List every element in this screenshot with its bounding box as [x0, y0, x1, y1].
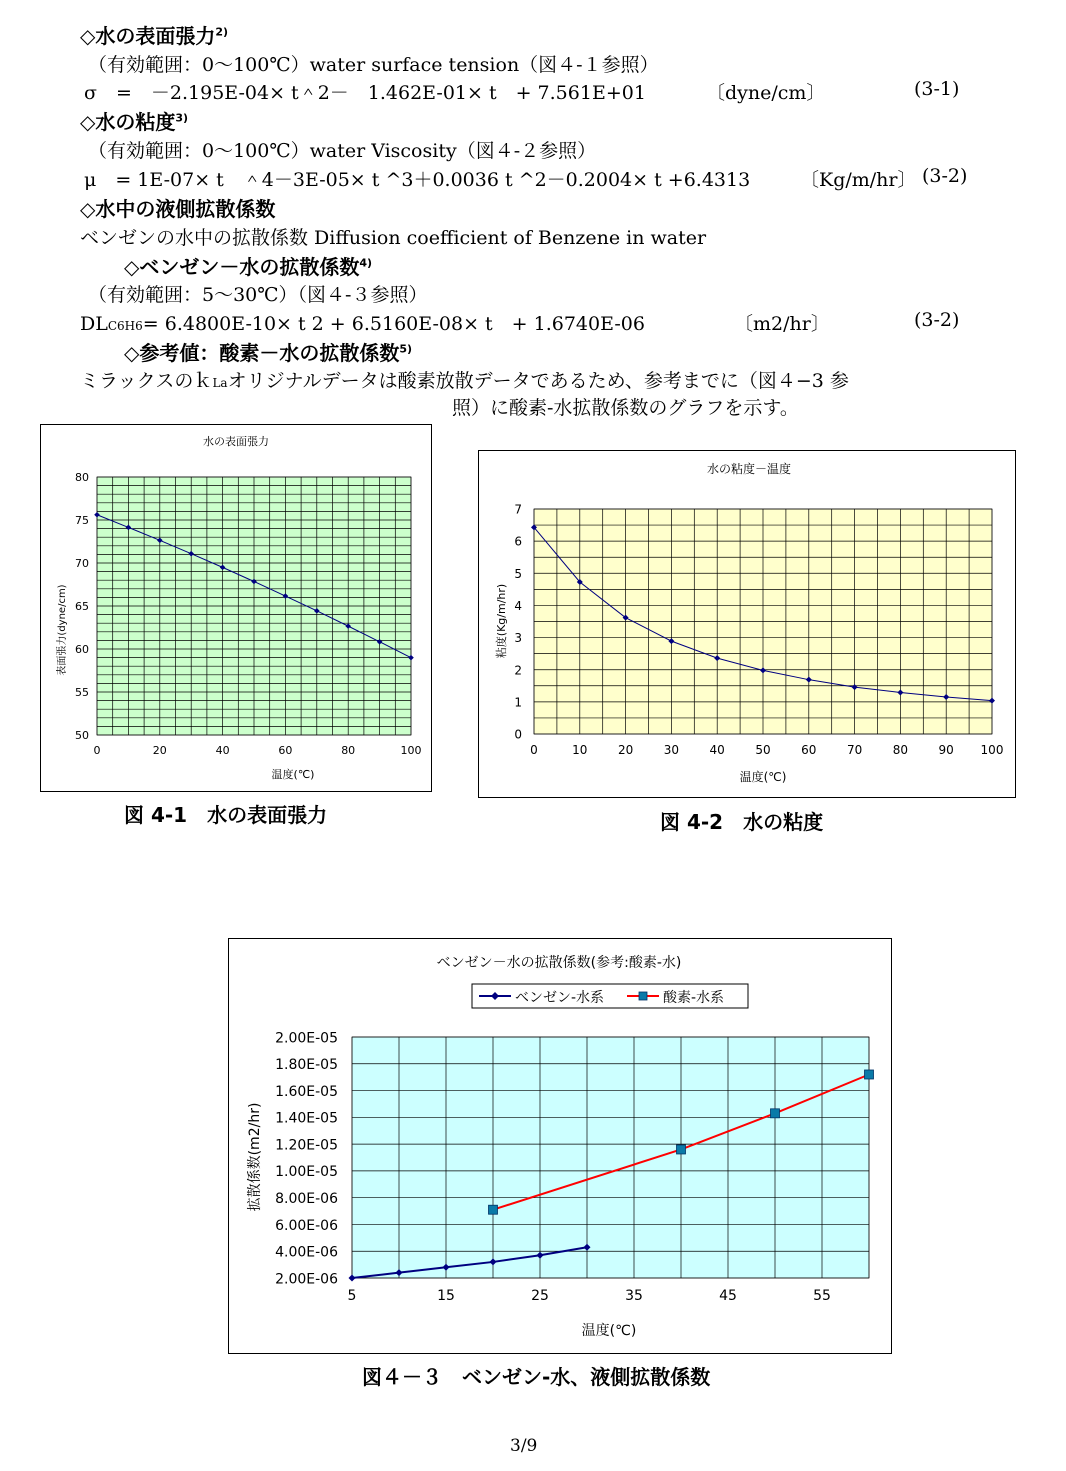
x-tick-label: 15	[437, 1288, 455, 1304]
benzene-water-range: （有効範囲：5～30℃）（図４-３参照）	[88, 284, 428, 306]
note-subscript: La	[212, 376, 228, 390]
chart-title: ベンゼン－水の拡散係数(参考:酸素-水)	[436, 955, 682, 971]
plot-area	[352, 1037, 869, 1278]
x-tick-label: 80	[892, 743, 909, 757]
data-point	[865, 1070, 874, 1079]
x-tick-label: 20	[617, 743, 634, 757]
figure-caption-2: 図 4-2 水の粘度	[660, 810, 824, 834]
heading-text: ◇水の粘度	[80, 110, 176, 134]
y-tick-label: 6.00E-06	[275, 1217, 338, 1234]
data-point	[771, 1109, 780, 1118]
y-tick-label: 60	[75, 643, 89, 657]
x-tick-label: 5	[347, 1288, 357, 1304]
surface-tension-range: （有効範囲：0～100℃）water surface tension（図４-１参照）	[88, 54, 659, 76]
data-point	[677, 1145, 686, 1154]
viscosity-range: （有効範囲：0～100℃）water Viscosity（図４-２参照）	[88, 140, 597, 162]
y-tick-label: 2.00E-06	[275, 1271, 338, 1288]
y-tick-label: 1.20E-05	[275, 1137, 338, 1154]
chart-diffusion	[228, 938, 892, 1354]
figure-caption-1: 図 4-1 水の表面張力	[124, 803, 328, 827]
y-tick-label: 0	[514, 727, 522, 742]
reference-mark: 3)	[175, 111, 189, 125]
chart-title: 水の粘度－温度	[706, 462, 792, 476]
reference-mark: 5)	[399, 342, 413, 356]
x-tick-label: 70	[846, 743, 863, 757]
page-number: 3/9	[510, 1436, 538, 1456]
equation-number: (3-2)	[922, 165, 968, 187]
viscosity-formula: μ = 1E-07× t ＾4－3E-05× t ^3＋0.0036 t ^2－0.2004× t +6.4313	[84, 169, 751, 191]
reference-mark: 4)	[359, 256, 373, 270]
x-axis-label: 温度(℃)	[739, 770, 787, 784]
x-tick-label: 90	[938, 743, 954, 757]
diffusion-intro-line: ベンゼンの水中の拡散係数 Diffusion coefficient of Benzene in water	[80, 227, 707, 249]
x-tick-label: 55	[813, 1288, 831, 1304]
y-tick-label: 1.80E-05	[275, 1057, 338, 1074]
x-tick-label: 10	[572, 743, 588, 757]
y-tick-label: 5	[514, 566, 522, 581]
equation-number: (3-1)	[914, 78, 960, 100]
y-tick-label: 4.00E-06	[275, 1244, 338, 1261]
x-tick-label: 0	[530, 743, 538, 757]
y-tick-label: 4	[514, 598, 522, 613]
section-surface-tension-title	[80, 20, 228, 49]
x-tick-label: 100	[400, 744, 422, 757]
y-tick-label: 1.00E-05	[275, 1164, 338, 1181]
legend-label-benzene: ベンゼン-水系	[515, 990, 605, 1006]
y-tick-label: 55	[75, 686, 89, 700]
y-tick-label: 1.40E-05	[275, 1110, 338, 1127]
y-tick-label: 2.00E-05	[275, 1030, 338, 1047]
data-point	[489, 1205, 498, 1214]
chart-viscosity-svg	[479, 451, 1015, 797]
x-axis-label: 温度(℃)	[581, 1323, 637, 1339]
legend-label-oxygen: 酸素-水系	[663, 990, 725, 1006]
x-tick-label: 40	[215, 744, 230, 757]
y-tick-label: 2	[514, 663, 522, 678]
figure-caption-3: 図４－３ ベンゼン-水、液側拡散係数	[362, 1365, 711, 1389]
oxygen-note-line2: 照）に酸素-水拡散係数のグラフを示す。	[452, 397, 799, 419]
legend-marker-oxygen	[639, 992, 647, 1000]
x-tick-label: 30	[663, 743, 680, 757]
chart-surface-tension	[40, 424, 432, 792]
y-tick-label: 50	[75, 729, 89, 743]
x-tick-label: 45	[719, 1288, 737, 1304]
note-text: ミラックスのｋ	[80, 370, 213, 392]
y-tick-label: 70	[75, 557, 89, 571]
y-tick-label: 65	[75, 600, 89, 614]
benzene-water-formula	[80, 309, 645, 336]
note-text: オリジナルデータは酸素放散データであるため、参考までに（図４−3 参	[227, 370, 849, 392]
legend	[472, 984, 748, 1008]
y-tick-label: 80	[75, 471, 89, 485]
surface-tension-unit: 〔dyne/cm〕	[706, 82, 826, 104]
section-diffusion-title: ◇水中の液側拡散係数	[80, 197, 276, 221]
formula-subscript: C6H6	[107, 319, 143, 333]
equation-number: (3-2)	[914, 309, 960, 331]
x-tick-label: 35	[625, 1288, 643, 1304]
x-tick-label: 80	[341, 744, 356, 757]
y-axis-label: 拡散係数(m2/hr)	[247, 1102, 263, 1212]
benzene-water-unit: 〔m2/hr〕	[734, 313, 830, 335]
x-tick-label: 60	[801, 743, 817, 757]
x-tick-label: 0	[93, 744, 101, 757]
y-tick-label: 1	[514, 695, 522, 710]
reference-mark: 2)	[215, 25, 229, 39]
x-tick-label: 25	[531, 1288, 549, 1304]
chart-viscosity	[478, 450, 1016, 798]
viscosity-unit: 〔Kg/m/hr〕	[800, 169, 917, 191]
section-viscosity-title	[80, 106, 188, 135]
chart-surface-tension-svg	[41, 425, 431, 791]
x-axis-label: 温度(℃)	[271, 768, 315, 781]
heading-text: ◇ベンゼン－水の拡散係数	[124, 255, 360, 279]
heading-text: ◇水の表面張力	[80, 24, 216, 48]
y-tick-label: 6	[514, 534, 522, 549]
formula-body: = 6.4800E-10× t 2 + 6.5160E-08× t + 1.6740E-06	[142, 313, 645, 335]
y-tick-label: 1.60E-05	[275, 1083, 338, 1100]
chart-diffusion-svg	[229, 939, 891, 1353]
heading-text: ◇参考値：酸素－水の拡散係数	[124, 341, 400, 365]
x-tick-label: 60	[278, 744, 293, 757]
surface-tension-formula: σ = －2.195E-04× t＾2－ 1.462E-01× t + 7.561E+01	[84, 82, 646, 104]
benzene-water-title	[124, 251, 372, 280]
y-tick-label: 75	[75, 514, 89, 528]
y-axis-label: 表面張力(dyne/cm)	[57, 584, 68, 676]
x-tick-label: 40	[709, 743, 725, 757]
x-tick-label: 50	[755, 743, 771, 757]
y-tick-label: 8.00E-06	[275, 1190, 338, 1207]
oxygen-water-title	[124, 337, 412, 366]
x-tick-label: 100	[980, 743, 1004, 757]
x-tick-label: 20	[152, 744, 167, 757]
oxygen-note-line1	[80, 366, 849, 393]
y-tick-label: 7	[514, 502, 522, 517]
y-tick-label: 3	[514, 631, 522, 646]
chart-title: 水の表面張力	[203, 435, 269, 448]
y-axis-label: 粘度(Kg/m/hr)	[495, 583, 508, 659]
formula-symbol: DL	[80, 313, 108, 335]
